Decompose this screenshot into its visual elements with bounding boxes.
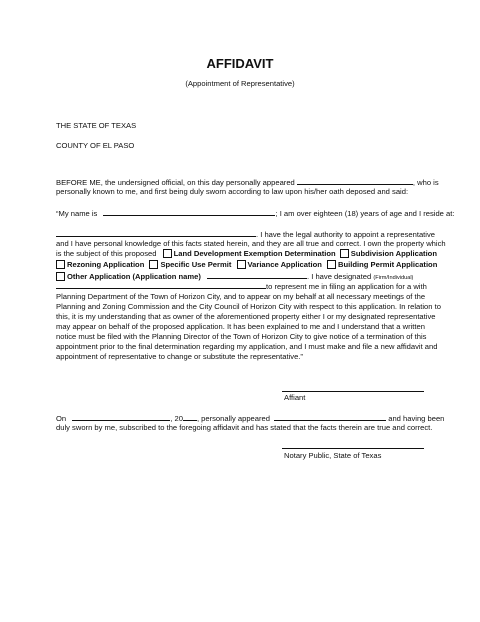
body-line-2: Planning and Zoning Commission and the City Council of Horizon City with respect to this application. In relation to <box>56 302 441 311</box>
appeared-name-field[interactable] <box>297 177 413 185</box>
county-line: COUNTY OF EL PASO <box>56 141 135 150</box>
notary-label: Notary Public, State of Texas <box>284 451 382 460</box>
specific-use-checkbox[interactable] <box>149 260 158 269</box>
my-name-tail: ; I am over eighteen (18) years of age and I reside at: <box>275 209 455 218</box>
authority-line-2: and I have personal knowledge of this facts stated herein, and they are all true and correct. I own the property which <box>56 239 446 248</box>
oath-year-field[interactable] <box>183 413 197 421</box>
other-application-field[interactable] <box>207 271 307 279</box>
representative-field[interactable] <box>56 281 266 289</box>
document-subtitle: (Appointment of Representative) <box>185 79 295 88</box>
other-application-label: Other Application (Application name) <box>67 272 201 281</box>
variance-label: Variance Application <box>247 260 322 269</box>
land-development-label: Land Development Exemption Determination <box>173 249 336 258</box>
rezoning-checkbox[interactable] <box>56 260 65 269</box>
designated-text: . I have designated <box>307 272 372 281</box>
representative-line <box>56 281 427 292</box>
subdivision-checkbox[interactable] <box>340 249 349 258</box>
rezoning-label: Rezoning Application <box>67 260 145 269</box>
document-title: AFFIDAVIT <box>206 56 274 71</box>
body-line-6: appointment prior to the final determination regarding my application, and I must make and file a new affidavit and <box>56 342 438 351</box>
intro-line-2: personally known to me, and first being duly sworn according to law upon his/her oath deposed and said: <box>56 187 409 196</box>
intro-text-b: , who is <box>412 178 439 187</box>
notary-signature-line[interactable] <box>282 448 424 449</box>
building-permit-checkbox[interactable] <box>327 260 336 269</box>
authority-text: . I have the legal authority to appoint a representative <box>256 230 435 239</box>
body-line-7: appointment of representative to change or substitute the representative.” <box>56 352 303 361</box>
body-line-3: this, it is my understanding that as owner of the aforementioned property either I or my designated representative <box>56 312 436 321</box>
affiant-label: Affiant <box>284 393 306 402</box>
oath-year-label: , 20 <box>170 414 183 423</box>
options-row-1 <box>56 249 437 259</box>
building-permit-label: Building Permit Application <box>338 260 438 269</box>
other-application-checkbox[interactable] <box>56 272 65 281</box>
my-name-label: “My name is <box>56 209 98 218</box>
oath-date-field[interactable] <box>72 413 170 421</box>
firm-individual-hint: (Firm/Individual) <box>373 275 414 281</box>
address-field[interactable] <box>56 229 256 237</box>
options-row-2 <box>56 260 437 270</box>
oath-appeared-label: , personally appeared <box>196 414 270 423</box>
my-name-line <box>56 208 454 219</box>
proposed-label: is the subject of this proposed <box>56 249 157 258</box>
body-line-1: Planning Department of the Town of Horizon City, and to appear on my behalf at all necessary meetings of the <box>56 292 426 301</box>
state-line: THE STATE OF TEXAS <box>56 121 137 130</box>
land-development-checkbox[interactable] <box>163 249 172 258</box>
oath-been-label: and having been <box>388 414 445 423</box>
my-name-field[interactable] <box>103 208 275 216</box>
oath-line-2: duly sworn by me, subscribed to the foregoing affidavit and has stated that the facts therein are true and correct. <box>56 423 433 432</box>
oath-on-label: On <box>56 414 67 423</box>
body-line-5: notice must be filed with the Planning Director of the Town of Horizon City to give notice of a termination of this <box>56 332 427 341</box>
subdivision-label: Subdivision Application <box>350 249 437 258</box>
specific-use-label: Specific Use Permit <box>160 260 232 269</box>
affiant-signature-line[interactable] <box>282 391 424 392</box>
body-line-4: may appear on behalf of the proposed application. It has been explained to me and I understand that a written <box>56 322 425 331</box>
variance-checkbox[interactable] <box>237 260 246 269</box>
represent-text: to represent me in filing an application for a with <box>266 282 427 291</box>
intro-text-a: BEFORE ME, the undersigned official, on this day personally appeared <box>56 178 295 187</box>
oath-name-field[interactable] <box>274 413 386 421</box>
